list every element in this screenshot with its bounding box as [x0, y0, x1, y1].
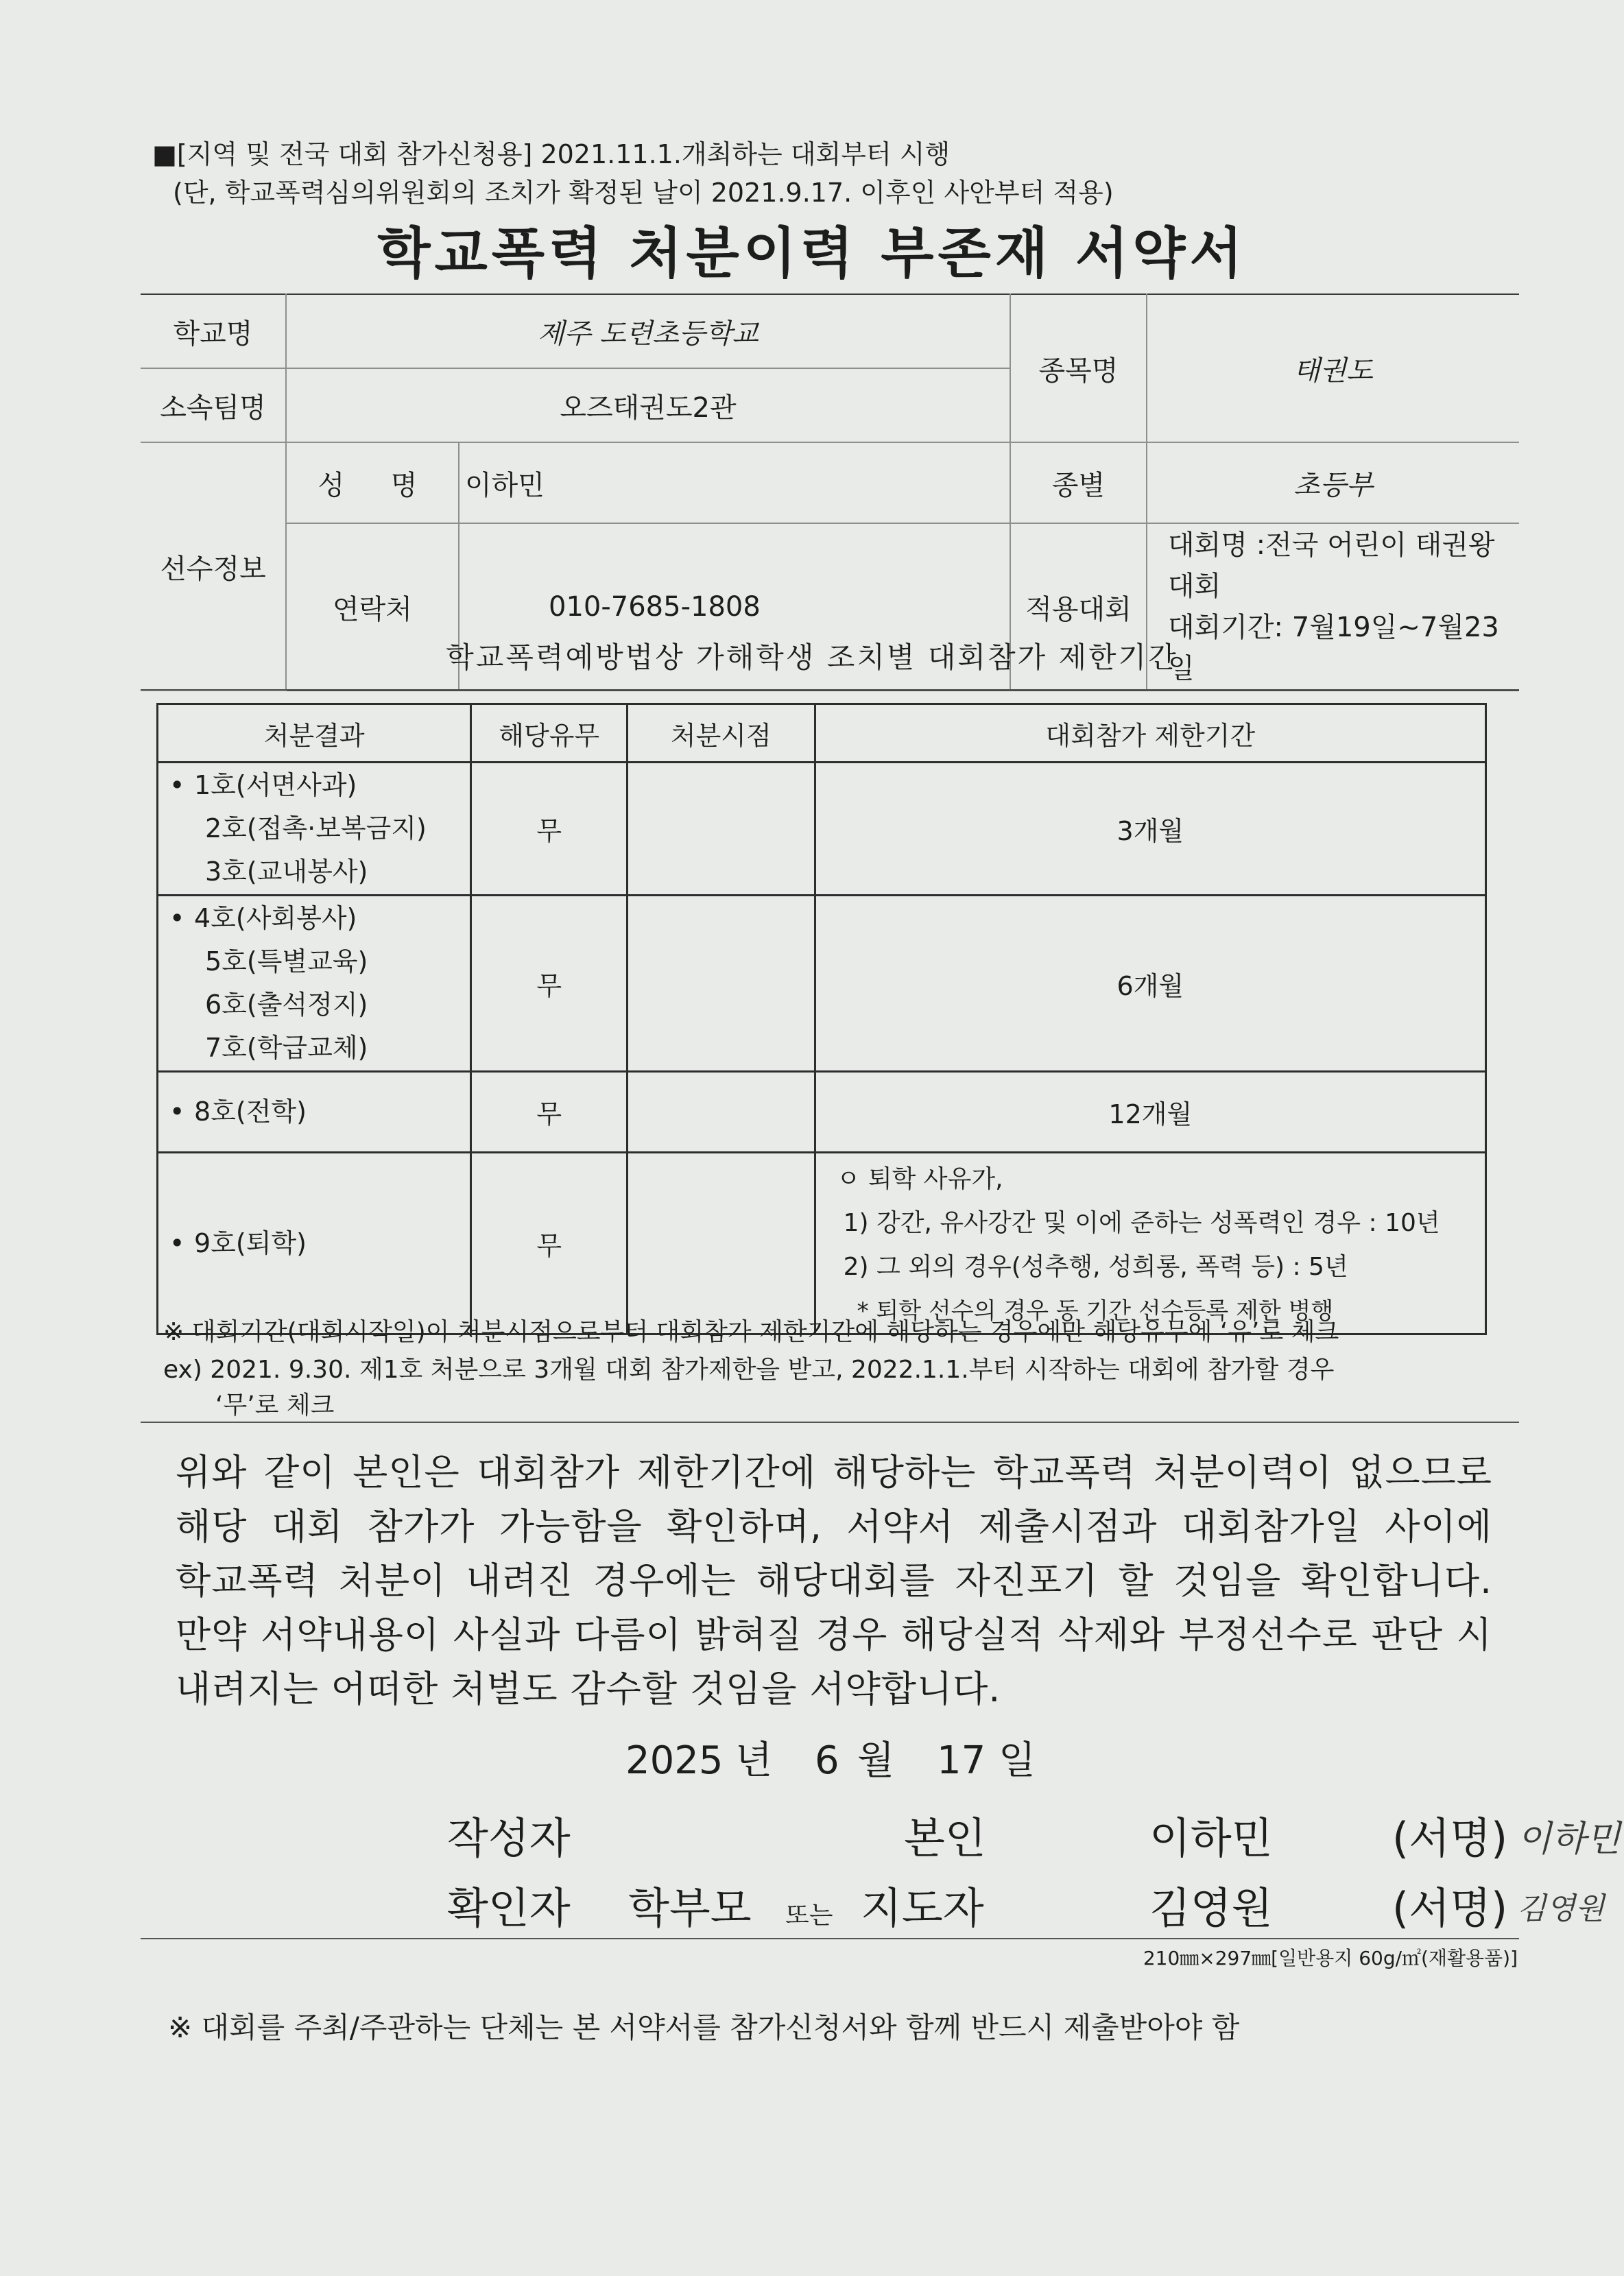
- school-value: 제주 도련초등학교: [286, 294, 1010, 368]
- date-month: 6: [815, 1738, 839, 1783]
- period-cell: 6개월: [815, 896, 1485, 1072]
- column-header: 처분시점: [628, 704, 815, 763]
- writer-label: 작성자: [447, 1813, 571, 1863]
- confirmer-signature: 김영원: [1517, 1891, 1605, 1926]
- measure-item: 7호(학급교체): [205, 1033, 368, 1063]
- applicable-cell: 무: [471, 896, 628, 1072]
- measure-item: 9호(퇴학): [194, 1227, 307, 1258]
- note-check-rule: ※ 대회기간(대회시작일)이 처분시점으로부터 대회참가 제한기간에 해당하는 경우에만 해당유무에 ‘유’로 체크: [163, 1318, 1339, 1346]
- header-condition: (단, 학교폭력심의위원회의 조치가 확정된 날이 2021.9.17. 이후인 사안부터 적용): [173, 178, 1114, 208]
- measure-item: 2호(접촉·보복금지): [205, 813, 427, 843]
- table-row: [158, 1072, 1486, 1153]
- date-day: 17: [937, 1738, 986, 1783]
- table-row: [158, 763, 1486, 896]
- column-header: 대회참가 제한기간: [815, 704, 1485, 763]
- applicable-cell: 무: [471, 763, 628, 896]
- applicable-cell: 무: [471, 1072, 628, 1153]
- division-value: 초등부: [1147, 442, 1519, 523]
- date-year: 2025: [625, 1738, 724, 1783]
- writer-sign-label: (서명): [1392, 1813, 1508, 1863]
- measure-date-cell: [628, 763, 815, 896]
- date-year-unit: 년: [735, 1738, 773, 1783]
- sport-label: 종목명: [1010, 294, 1147, 442]
- period-cell: [815, 1153, 1485, 1334]
- measure-item: 3호(교내봉사): [205, 857, 368, 887]
- period-cell: 3개월: [815, 763, 1485, 896]
- team-label: 소속팀명: [141, 368, 286, 442]
- confirmer-sign-label: (서명): [1392, 1883, 1508, 1933]
- contact-label: 연락처: [286, 523, 459, 691]
- writer-role: 본인: [904, 1813, 986, 1863]
- footer-note: ※ 대회를 주최/주관하는 단체는 본 서약서를 참가신청서와 함께 반드시 제출받아야 함: [168, 2011, 1240, 2044]
- measure-item: 5호(특별교육): [205, 946, 368, 977]
- confirmer-label: 확인자: [447, 1883, 571, 1933]
- table-row: [158, 1153, 1486, 1334]
- measure-cell: • 1호(서면사과) 2호(접촉·보복금지) 3호(교내봉사): [158, 763, 471, 896]
- school-label: 학교명: [141, 294, 286, 368]
- measure-item: 1호(서면사과): [194, 770, 357, 800]
- sport-value: 태권도: [1147, 294, 1519, 442]
- event-name: 대회명 :전국 어린이 태권왕 대회: [1168, 529, 1495, 602]
- measure-item: 4호(사회봉사): [194, 903, 357, 933]
- measure-cell: • 9호(퇴학): [158, 1153, 471, 1334]
- athlete-info-table: [141, 294, 1519, 691]
- event-period: 대회기간: 7월19일~7월23일: [1168, 612, 1499, 684]
- notes-divider: [141, 1422, 1519, 1423]
- writer-name: 이하민: [1149, 1813, 1273, 1863]
- confirmer-parent: 학부모: [628, 1883, 752, 1933]
- measure-item: 8호(전학): [194, 1097, 307, 1127]
- measure-cell: • 8호(전학): [158, 1072, 471, 1153]
- contact-value: 010-7685-1808: [459, 523, 1010, 691]
- measure-cell: • 4호(사회봉사) 5호(특별교육) 6호(출석정지) 7호(학급교체): [158, 896, 471, 1072]
- date-day-unit: 일: [999, 1738, 1036, 1783]
- name-value: 이하민: [459, 442, 1010, 523]
- applied-event-label: 적용대회: [1010, 523, 1147, 691]
- note-example-cont: ‘무’로 체크: [215, 1391, 335, 1419]
- header-notice: ■[지역 및 전국 대회 참가신청용] 2021.11.1.개최하는 대회부터 시행: [152, 139, 951, 169]
- measure-item: 6호(출석정지): [205, 990, 368, 1020]
- table-row: [158, 896, 1486, 1072]
- writer-signature: 이하민: [1517, 1819, 1621, 1860]
- measure-date-cell: [628, 1153, 815, 1334]
- column-header: 해당유무: [471, 704, 628, 763]
- athlete-info-label: 선수정보: [141, 442, 286, 691]
- signature-divider: [141, 1938, 1519, 1939]
- division-label: 종별: [1010, 442, 1147, 523]
- section-divider: [141, 689, 1519, 691]
- confirmer-coach: 지도자: [861, 1883, 984, 1933]
- note-example: ex) 2021. 9.30. 제1호 처분으로 3개월 대회 참가제한을 받고, 2022.1.1.부터 시작하는 대회에 참가할 경우: [163, 1356, 1335, 1384]
- confirmer-name: 김영원: [1149, 1883, 1273, 1933]
- expulsion-line: 2) 그 외의 경우(성추행, 성희롱, 폭력 등) : 5년: [843, 1253, 1348, 1281]
- document-title: 학교폭력 처분이력 부존재 서약서: [377, 221, 1247, 285]
- paper-spec: 210㎜×297㎜[일반용지 60g/㎡(재활용품)]: [1143, 1947, 1518, 1969]
- pledge-text: 위와 같이 본인은 대회참가 제한기간에 해당하는 학교폭력 처분이력이 없으므로 해당 대회 참가가 가능함을 확인하며, 서약서 제출시점과 대회참가일 사이에 학교폭력 처분이 내려진 경우에는 해당대회를 자진포기 할 것임을 확인합니다. 만약 서약내용이 사실과 다름이 밝혀질 경우 해당실적 삭제와 부정선수로 판단 시 내려지는 어떠한 처벌도 감수할 것임을 서약합니다.: [176, 1452, 1492, 1710]
- expulsion-line: ㅇ 퇴학 사유가,: [836, 1165, 1003, 1193]
- date-month-unit: 월: [857, 1738, 895, 1783]
- name-label: 성 명: [286, 442, 459, 523]
- team-value: 오즈태권도2관: [286, 368, 1010, 442]
- expulsion-line: * 퇴학 선수의 경우 동 기간 선수등록 제한 병행: [857, 1297, 1334, 1325]
- measure-date-cell: [628, 1072, 815, 1153]
- applicable-cell: 무: [471, 1153, 628, 1334]
- measure-date-cell: [628, 896, 815, 1072]
- confirmer-or: 또는: [785, 1902, 833, 1930]
- column-header: 처분결과: [158, 704, 471, 763]
- section-title: 학교폭력예방법상 가해학생 조치별 대회참가 제한기간: [446, 640, 1178, 674]
- restriction-table: [156, 703, 1487, 1335]
- expulsion-line: 1) 강간, 유사강간 및 이에 준하는 성폭력인 경우 : 10년: [843, 1209, 1440, 1237]
- period-cell: 12개월: [815, 1072, 1485, 1153]
